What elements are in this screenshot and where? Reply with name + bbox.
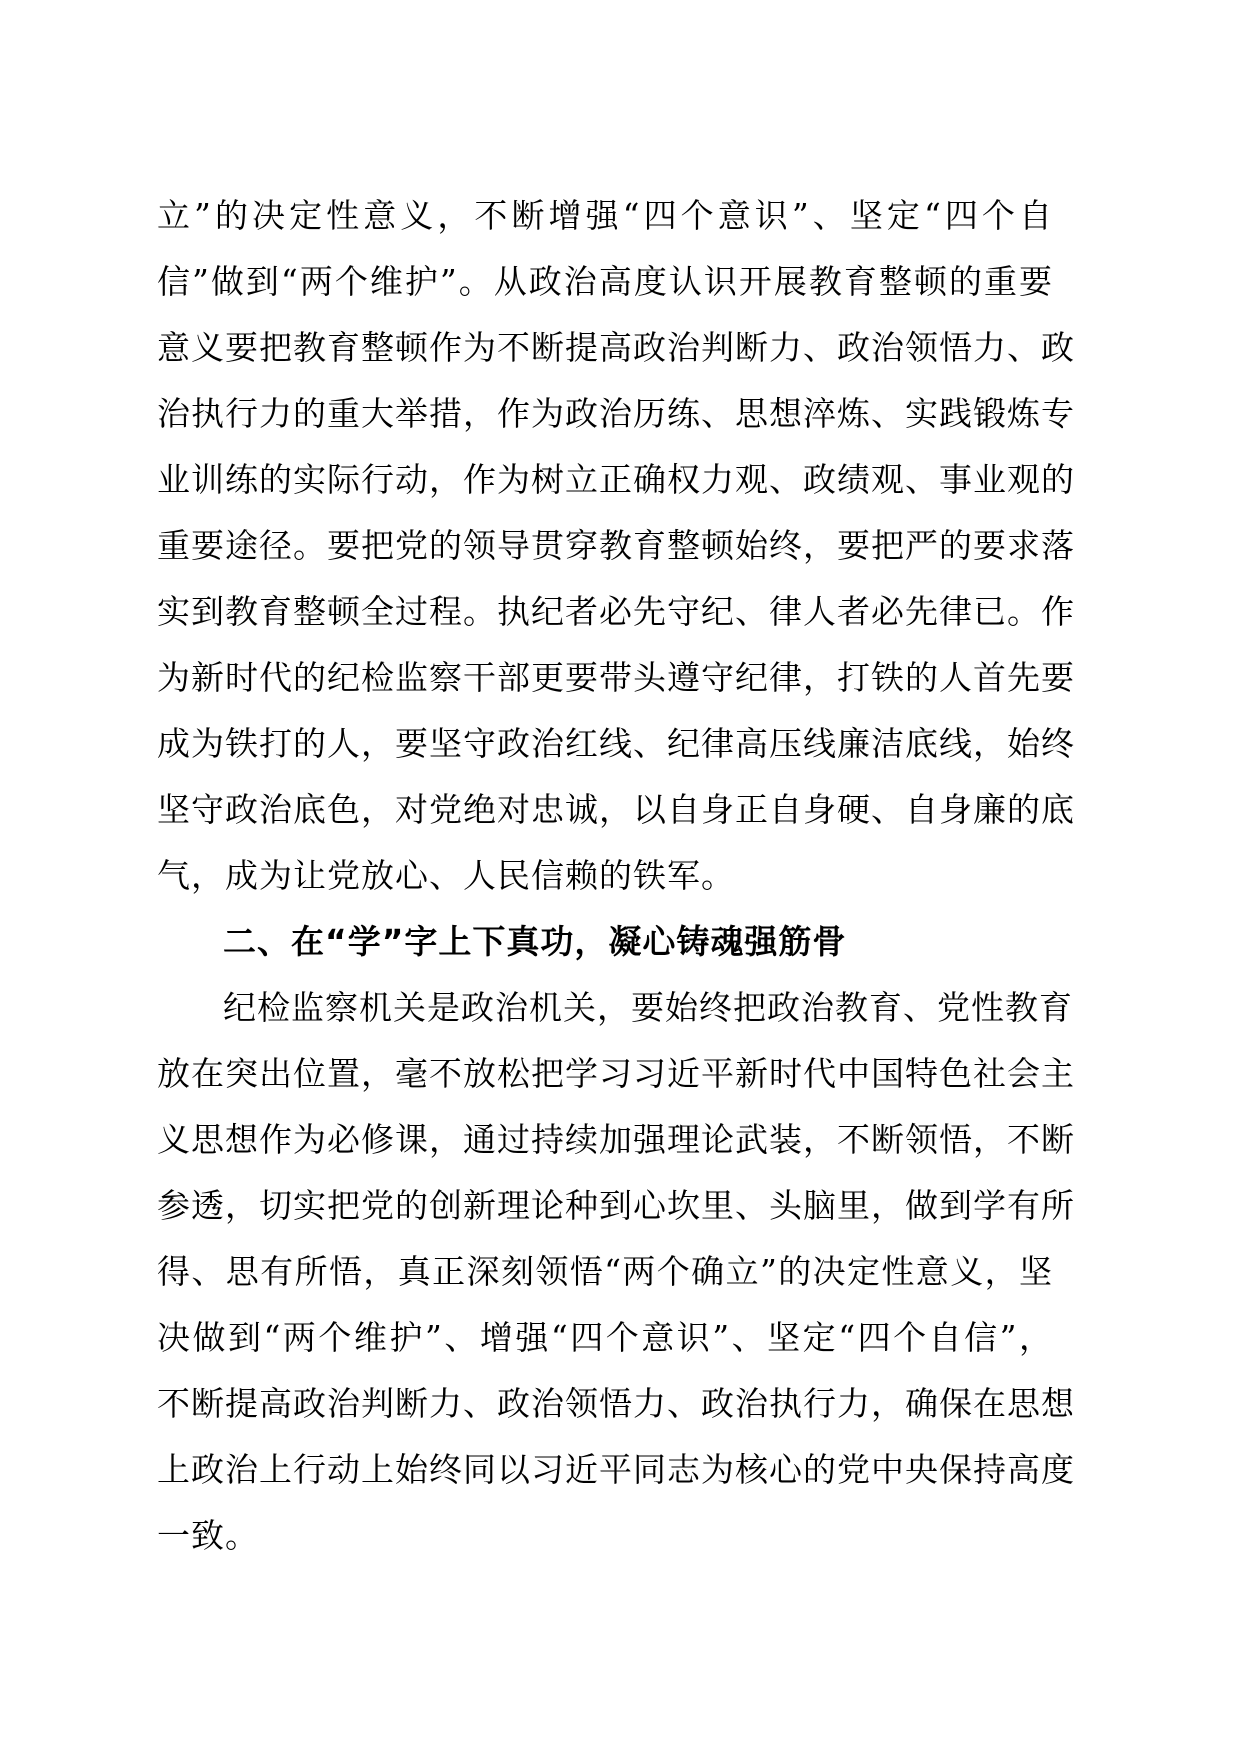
- paragraph-line: 业训练的实际行动，作为树立正确权力观、政绩观、事业观的: [157, 460, 1075, 499]
- paragraph-line: 决做到“两个维护”、增强“四个意识”、坚定“四个自信”，: [157, 1318, 1053, 1357]
- paragraph-line: 立”的决定性意义，不断增强“四个意识”、坚定“四个自: [157, 196, 1053, 235]
- paragraph-line: 气，成为让党放心、人民信赖的铁军。: [157, 856, 735, 895]
- paragraph-line: 上政治上行动上始终同以习近平同志为核心的党中央保持高度: [157, 1450, 1075, 1489]
- paragraph-1: [157, 183, 1075, 909]
- paragraph-line: 重要途径。要把党的领导贯穿教育整顿始终，要把严的要求落: [157, 526, 1075, 565]
- paragraph-2: [157, 975, 1075, 1569]
- paragraph-line: 纪检监察机关是政治机关，要始终把政治教育、党性教育: [223, 988, 1073, 1027]
- paragraph-line: 放在突出位置，毫不放松把学习习近平新时代中国特色社会主: [157, 1054, 1075, 1093]
- paragraph-line: 实到教育整顿全过程。执纪者必先守纪、律人者必先律已。作: [157, 592, 1075, 631]
- paragraph-line: 成为铁打的人，要坚守政治红线、纪律高压线廉洁底线，始终: [157, 724, 1075, 763]
- paragraph-line: 一致。: [157, 1516, 259, 1555]
- paragraph-line: 治执行力的重大举措，作为政治历练、思想淬炼、实践锻炼专: [157, 394, 1075, 433]
- paragraph-line: 义思想作为必修课，通过持续加强理论武装，不断领悟，不断: [157, 1120, 1075, 1159]
- document-body: [157, 183, 1075, 1569]
- paragraph-line: 为新时代的纪检监察干部更要带头遵守纪律，打铁的人首先要: [157, 658, 1075, 697]
- section-heading: 二、在“学”字上下真功，凝心铸魂强筋骨: [223, 922, 847, 961]
- paragraph-line: 不断提高政治判断力、政治领悟力、政治执行力，确保在思想: [157, 1384, 1075, 1423]
- paragraph-line: 坚守政治底色，对党绝对忠诚，以自身正自身硬、自身廉的底: [157, 790, 1075, 829]
- paragraph-line: 参透，切实把党的创新理论种到心坎里、头脑里，做到学有所: [157, 1186, 1075, 1225]
- paragraph-line: 意义要把教育整顿作为不断提高政治判断力、政治领悟力、政: [157, 328, 1075, 367]
- paragraph-line: 得、思有所悟，真正深刻领悟“两个确立”的决定性意义，坚: [157, 1252, 1053, 1291]
- paragraph-line: 信”做到“两个维护”。从政治高度认识开展教育整顿的重要: [157, 262, 1053, 301]
